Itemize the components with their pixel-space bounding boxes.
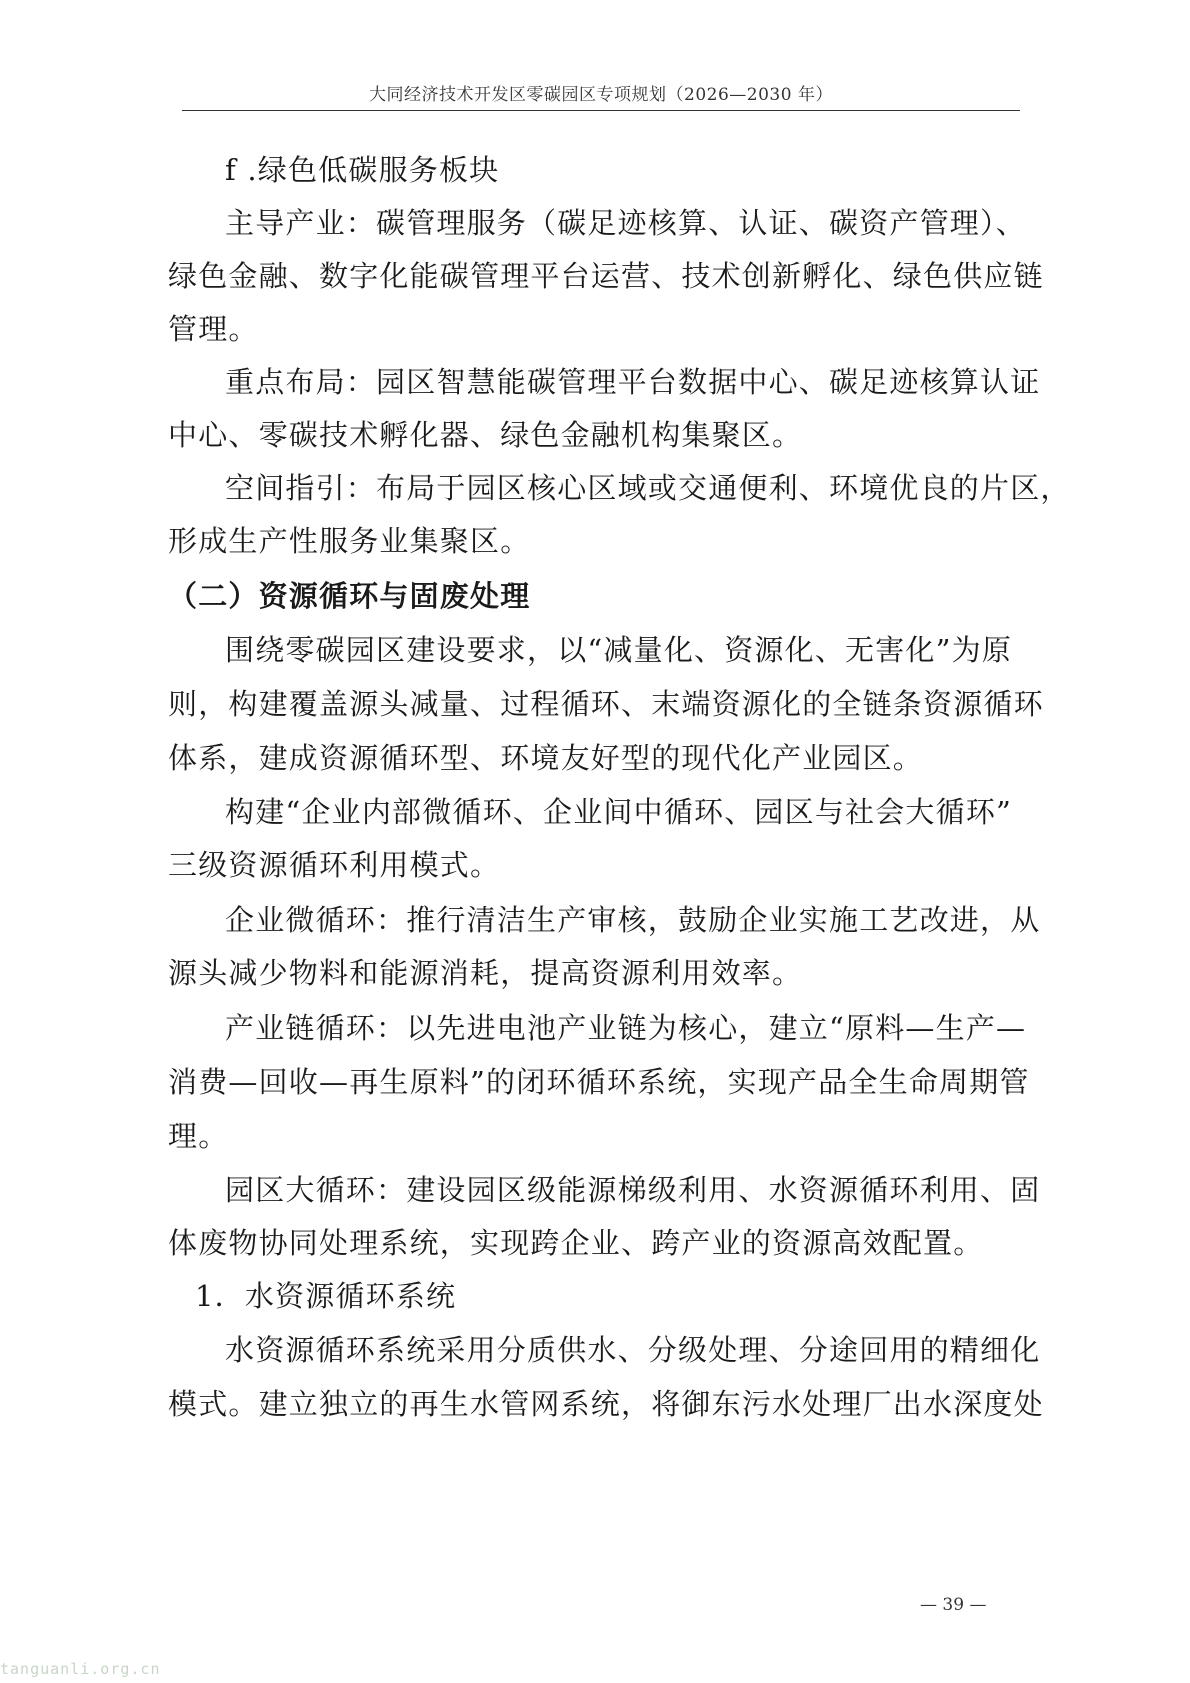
watermark-text: tanguanli.org.cn: [0, 1660, 161, 1678]
subsection-heading-f: f .绿色低碳服务板块: [225, 153, 500, 187]
paragraph-line: 源头减少物料和能源消耗，提高资源利用效率。: [168, 956, 803, 990]
paragraph-line: 管理。: [168, 312, 259, 346]
paragraph-line: 绿色金融、数字化能碳管理平台运营、技术创新孵化、绿色供应链: [168, 259, 1044, 293]
paragraph-line: 围绕零碳园区建设要求，以“减量化、资源化、无害化”为原: [225, 633, 1013, 667]
paragraph-line: 主导产业：碳管理服务（碳足迹核算、认证、碳资产管理）、: [225, 206, 1026, 240]
paragraph-line: 消费—回收—再生原料”的闭环循环系统，实现产品全生命周期管: [168, 1065, 1030, 1099]
paragraph-line: 企业微循环：推行清洁生产审核，鼓励企业实施工艺改进，从: [225, 903, 1041, 937]
paragraph-line: 体系，建成资源循环型、环境友好型的现代化产业园区。: [168, 741, 924, 775]
page-header-title: 大同经济技术开发区零碳园区专项规划（2026—2030 年）: [369, 85, 833, 105]
paragraph-line: 园区大循环：建设园区级能源梯级利用、水资源循环利用、固: [225, 1173, 1041, 1207]
section-heading: （二）资源循环与固废处理: [168, 579, 531, 613]
paragraph-line: 空间指引：布局于园区核心区域或交通便利、环境优良的片区，: [225, 471, 1071, 505]
paragraph-line: 理。: [168, 1119, 229, 1153]
subsection-heading-1: 1．水资源循环系统: [195, 1279, 457, 1313]
paragraph-line: 则，构建覆盖源头减量、过程循环、末端资源化的全链条资源循环: [168, 687, 1044, 721]
paragraph-line: 构建“企业内部微循环、企业间中循环、园区与社会大循环”: [225, 795, 1013, 829]
paragraph-line: 模式。建立独立的再生水管网系统，将御东污水处理厂出水深度处: [168, 1387, 1044, 1421]
paragraph-line: 水资源循环系统采用分质供水、分级处理、分途回用的精细化: [225, 1333, 1041, 1367]
header-divider: [182, 110, 1020, 111]
paragraph-line: 中心、零碳技术孵化器、绿色金融机构集聚区。: [168, 418, 803, 452]
paragraph-line: 重点布局：园区智慧能碳管理平台数据中心、碳足迹核算认证: [225, 365, 1041, 399]
paragraph-line: 三级资源循环利用模式。: [168, 848, 501, 882]
paragraph-line: 产业链循环：以先进电池产业链为核心，建立“原料—生产—: [225, 1011, 1027, 1045]
page-number: — 39 —: [920, 1595, 987, 1615]
paragraph-line: 形成生产性服务业集聚区。: [168, 524, 531, 558]
paragraph-line: 体废物协同处理系统，实现跨企业、跨产业的资源高效配置。: [168, 1226, 984, 1260]
